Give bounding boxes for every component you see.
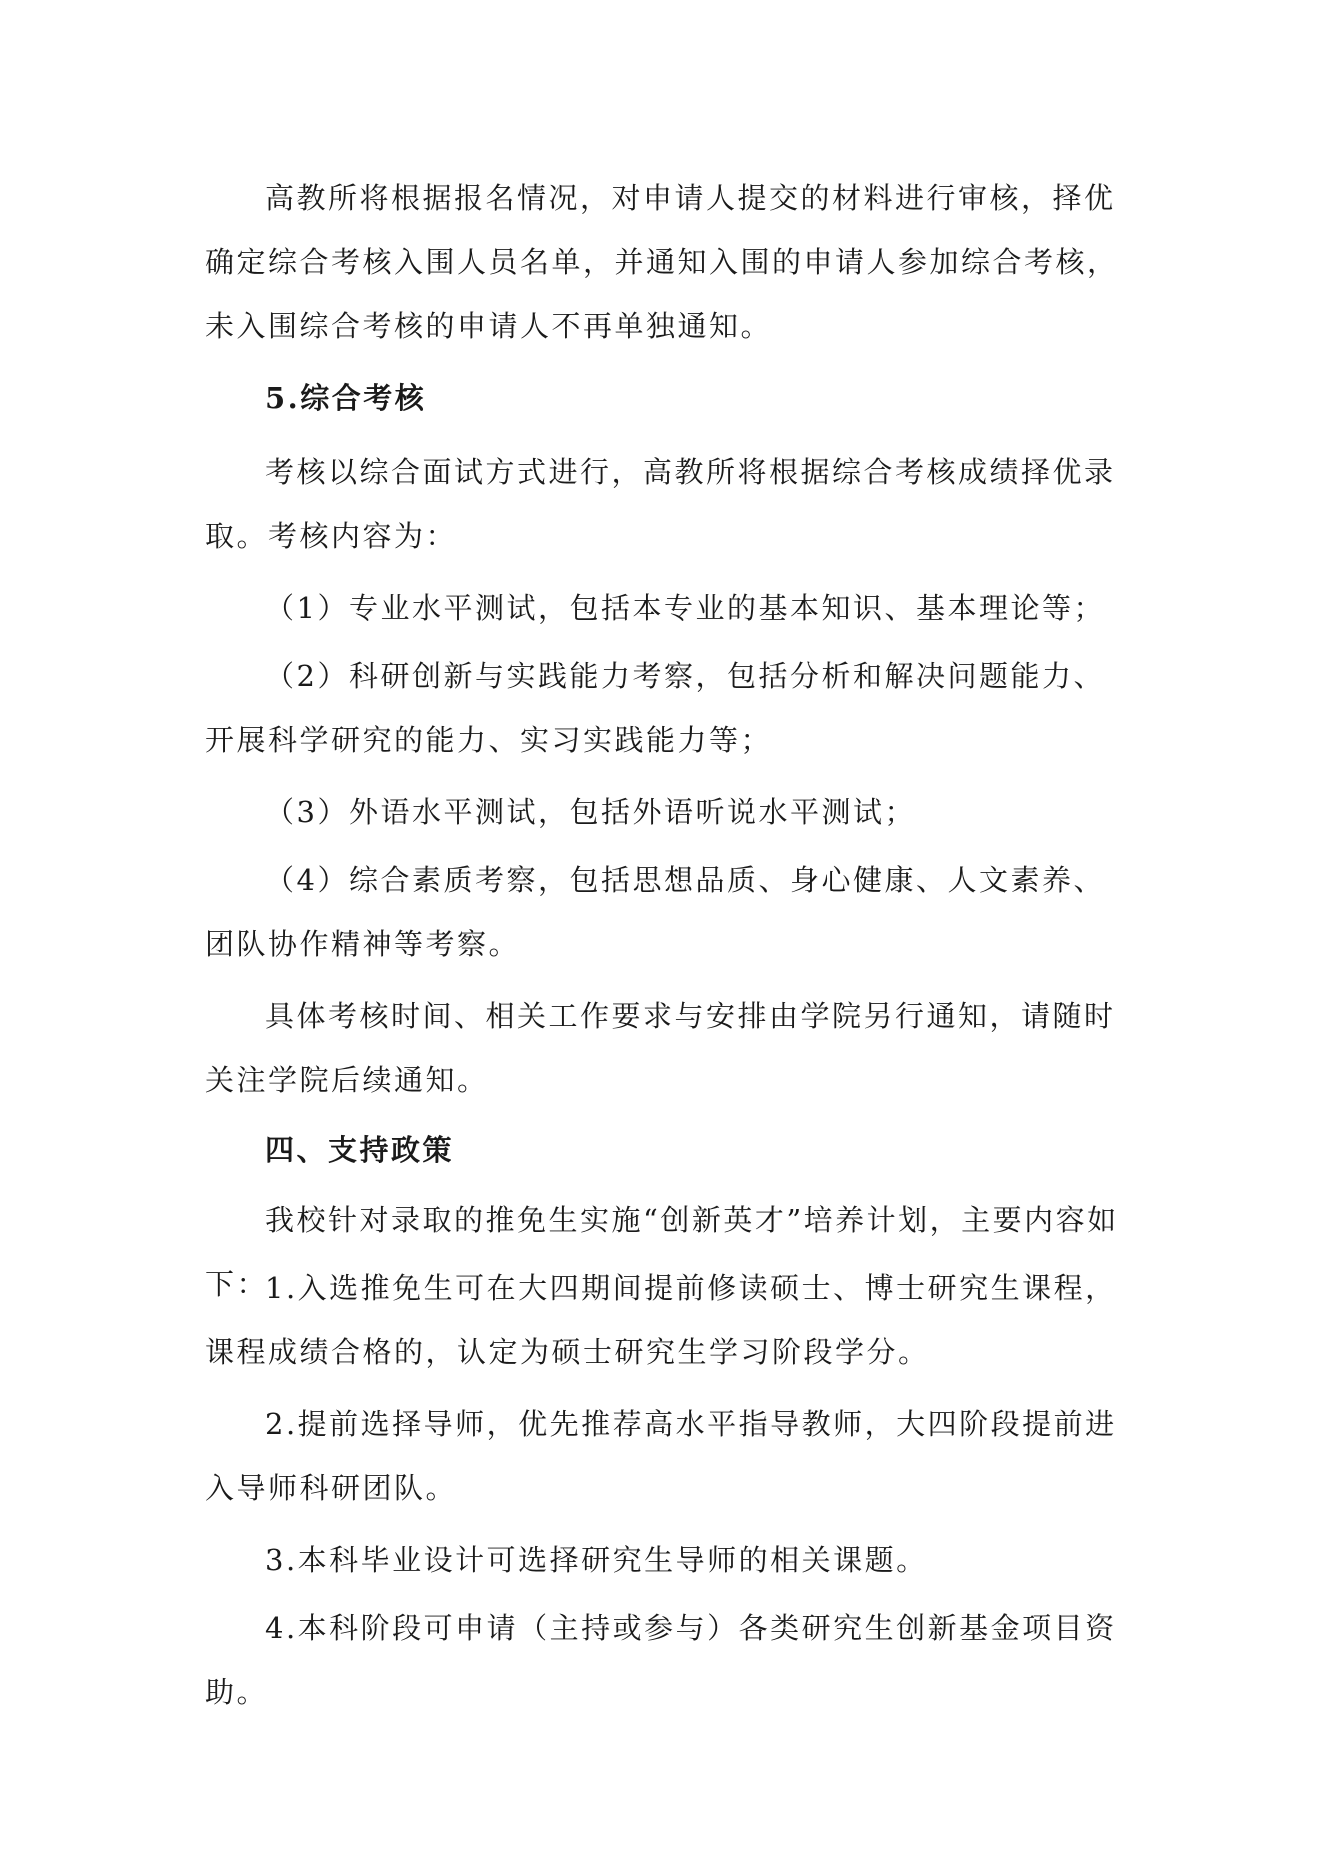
policy-item-4: 4.本科阶段可申请（主持或参与）各类研究生创新基金项目资助。 bbox=[205, 1611, 1117, 1709]
list-item-language-test: （3）外语水平测试，包括外语听说水平测试； bbox=[265, 795, 916, 829]
heading-support-policy: 四、支持政策 bbox=[265, 1133, 455, 1167]
policy-item-1: 1.入选推免生可在大四期间提前修读硕士、博士研究生课程，课程成绩合格的，认定为硕士研究生学习阶段学分。 bbox=[205, 1271, 1117, 1369]
paragraph-talent-plan: 我校针对录取的推免生实施“创新英才”培养计划，主要内容如下： bbox=[205, 1203, 1119, 1301]
list-item-overall-quality: （4）综合素质考察，包括思想品质、身心健康、人文素养、团队协作精神等考察。 bbox=[205, 863, 1105, 961]
paragraph-schedule-notice: 具体考核时间、相关工作要求与安排由学院另行通知，请随时关注学院后续通知。 bbox=[205, 999, 1116, 1097]
policy-item-3: 3.本科毕业设计可选择研究生导师的相关课题。 bbox=[265, 1543, 928, 1577]
heading-comprehensive-assessment: 5.综合考核 bbox=[265, 381, 427, 415]
paragraph-assessment-intro: 考核以综合面试方式进行，高教所将根据综合考核成绩择优录取。考核内容为： bbox=[205, 455, 1116, 553]
list-item-research-ability: （2）科研创新与实践能力考察，包括分析和解决问题能力、开展科学研究的能力、实习实践能力等； bbox=[205, 659, 1105, 757]
paragraph-review: 高教所将根据报名情况，对申请人提交的材料进行审核，择优确定综合考核入围人员名单，并通知入围的申请人参加综合考核，未入围综合考核的申请人不再单独通知。 bbox=[205, 181, 1119, 343]
list-item-professional-test: （1）专业水平测试，包括本专业的基本知识、基本理论等； bbox=[265, 591, 1105, 625]
policy-item-2: 2.提前选择导师，优先推荐高水平指导教师，大四阶段提前进入导师科研团队。 bbox=[205, 1407, 1117, 1505]
